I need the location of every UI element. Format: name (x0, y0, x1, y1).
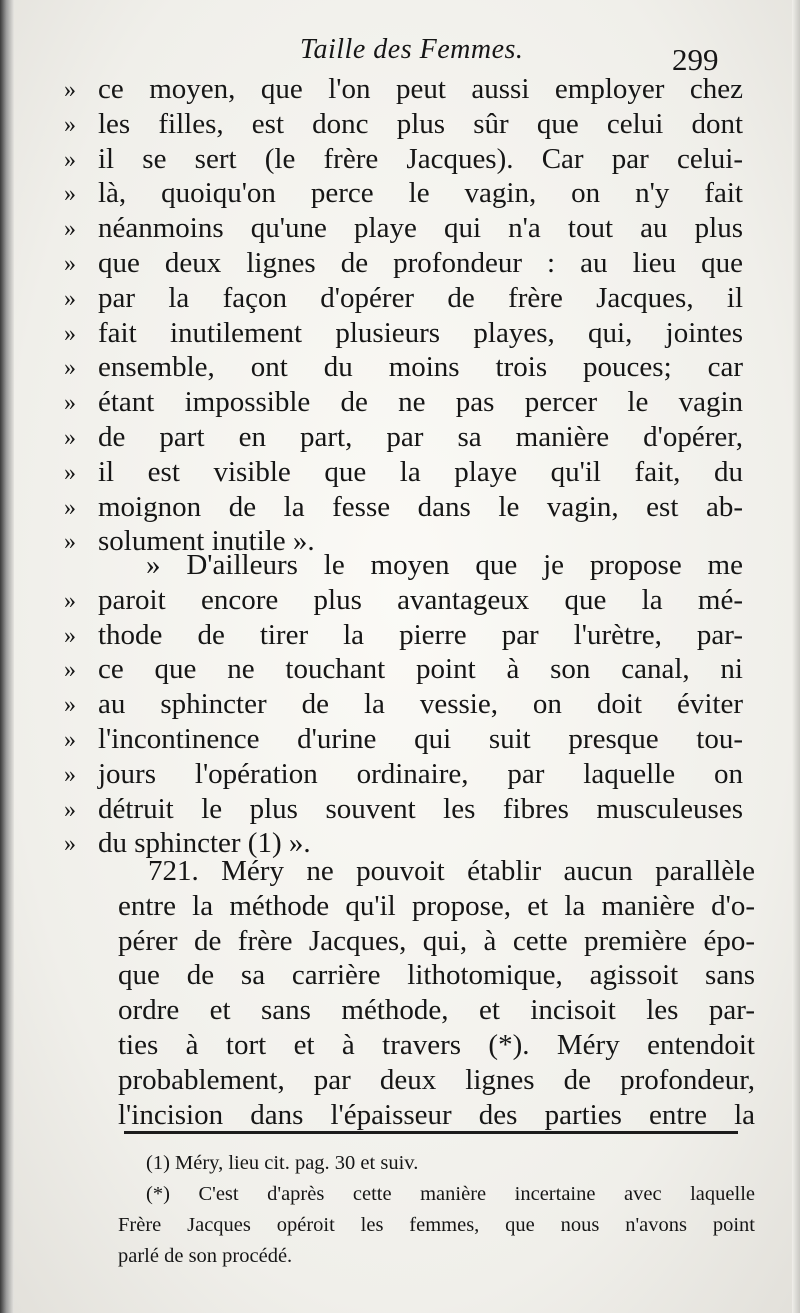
running-title: Taille des Femmes. (300, 34, 524, 65)
text-line: » il se sert (le frère Jacques). Car par celui- (98, 142, 743, 177)
text-line: » de part en part, par sa manière d'opérer, (98, 420, 743, 455)
page-header (0, 28, 800, 78)
text-line: » paroit encore plus avantageux que la mé- (98, 583, 743, 618)
body-paragraph-721 (118, 854, 755, 1132)
quote-mark: » (64, 216, 76, 243)
text-line: probablement, par deux lignes de profondeur, (118, 1063, 755, 1096)
quote-mark: » (64, 285, 76, 312)
text-line: 721. Méry ne pouvoit établir aucun parallèle (148, 855, 755, 887)
text-line: » étant impossible de ne pas percer le vagin (98, 385, 743, 420)
quoted-paragraph-1 (64, 72, 743, 559)
text-line: » fait inutilement plusieurs playes, qui, jointes (98, 316, 743, 351)
text-line: » du sphincter (1) ». (98, 826, 743, 861)
quote-mark: » (64, 320, 76, 347)
text-line: » détruit le plus souvent les fibres musculeuses (98, 792, 743, 827)
quote-mark: » (64, 424, 76, 451)
quote-mark: » (64, 622, 76, 649)
quote-mark: » (64, 77, 76, 103)
text-line: » que deux lignes de profondeur : au lieu que (98, 246, 743, 281)
page-number: 299 (672, 42, 719, 77)
text-line: » ensemble, ont du moins trois pouces; car (98, 350, 743, 385)
quote-mark: » (64, 831, 76, 858)
text-line: » il est visible que la playe qu'il fait, du (98, 455, 743, 490)
text-line: » par la façon d'opérer de frère Jacques, il (98, 281, 743, 316)
quote-mark: » (64, 390, 76, 417)
text-line: » solument inutile ». (98, 524, 743, 559)
text-line: » thode de tirer la pierre par l'urètre, par- (98, 618, 743, 653)
quote-mark: » (64, 146, 76, 173)
text-line: entre la méthode qu'il propose, et la manière d'o- (118, 889, 755, 922)
quote-mark: » (64, 796, 76, 823)
footnotes (118, 1148, 755, 1272)
footnote-star-cont: Frère Jacques opéroit les femmes, que nous n'avons point (118, 1214, 755, 1236)
quote-mark: » (64, 181, 76, 208)
text-line: » D'ailleurs le moyen que je propose me (146, 549, 743, 581)
text-line: » là, quoiqu'on perce le vagin, on n'y fait (98, 176, 743, 211)
quote-mark: » (64, 726, 76, 753)
text-line: » jours l'opération ordinaire, par laquelle on (98, 757, 743, 792)
quote-mark: » (64, 529, 76, 556)
quote-mark: » (64, 250, 76, 277)
text-line: pérer de frère Jacques, qui, à cette première épo- (118, 924, 755, 957)
text-line: l'incision dans l'épaisseur des parties entre la (118, 1098, 755, 1131)
quote-mark: » (64, 587, 76, 614)
footnote-divider (124, 1131, 738, 1134)
text-line: » au sphincter de la vessie, on doit éviter (98, 687, 743, 722)
page-edge (792, 0, 800, 1313)
text-line: » ce moyen, que l'on peut aussi employer chez (98, 72, 743, 107)
text-line: » néanmoins qu'une playe qui n'a tout au plus (98, 211, 743, 246)
text-line: » l'incontinence d'urine qui suit presque tou- (98, 722, 743, 757)
text-line: ties à tort et à travers (*). Méry entendoit (118, 1028, 755, 1061)
footnote-star: (*) C'est d'après cette manière incertaine avec laquelle (146, 1183, 755, 1205)
footnote-star-end: parlé de son procédé. (118, 1245, 293, 1267)
quote-mark: » (64, 355, 76, 382)
quote-mark: » (64, 692, 76, 719)
quote-mark: » (64, 494, 76, 521)
text-line: » les filles, est donc plus sûr que celui dont (98, 107, 743, 142)
footnote-1: (1) Méry, lieu cit. pag. 30 et suiv. (146, 1152, 419, 1174)
quoted-paragraph-2 (64, 548, 743, 861)
text-line: » ce que ne touchant point à son canal, ni (98, 652, 743, 687)
quote-mark: » (64, 111, 76, 138)
text-line: » moignon de la fesse dans le vagin, est ab- (98, 490, 743, 525)
page-gutter-shadow (0, 0, 14, 1313)
text-line: ordre et sans méthode, et incisoit les par- (118, 994, 755, 1027)
quote-mark: » (64, 761, 76, 788)
quote-mark: » (64, 459, 76, 486)
quote-mark: » (64, 657, 76, 684)
text-line: que de sa carrière lithotomique, agissoit sans (118, 959, 755, 992)
